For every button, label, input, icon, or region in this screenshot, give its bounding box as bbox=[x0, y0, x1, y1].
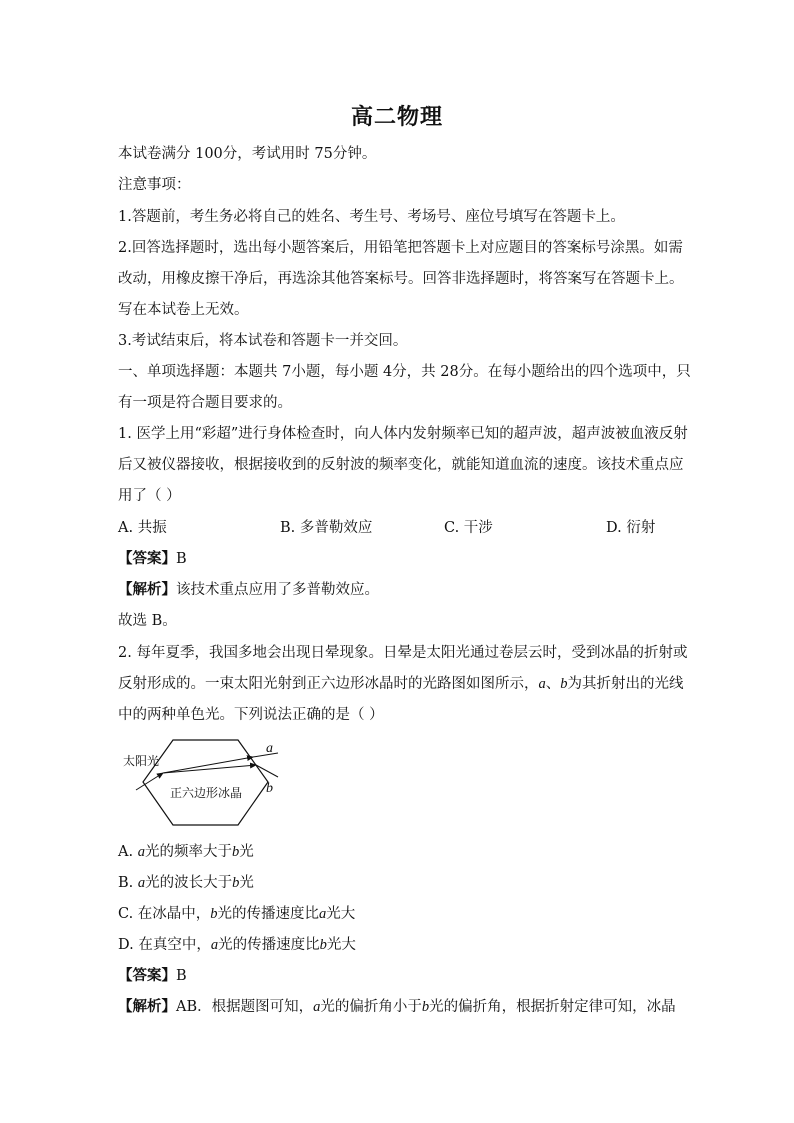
note-2-line-1: 2.回答选择题时，选出每小题答案后，用铅笔把答题卡上对应题目的答案标号涂黑。如需 bbox=[118, 240, 683, 256]
notes-heading: 注意事项： bbox=[118, 177, 191, 193]
var-a: a bbox=[538, 676, 546, 692]
option-prefix: B. bbox=[118, 875, 138, 891]
option-var-1: a bbox=[137, 844, 145, 860]
answer-label: 【答案】 bbox=[118, 967, 176, 984]
analysis-text: 该技术重点应用了多普勒效应。 bbox=[176, 582, 379, 598]
incident-ray bbox=[136, 773, 163, 790]
analysis-label: 【解析】 bbox=[118, 998, 176, 1015]
option-suffix: 光 bbox=[239, 875, 254, 891]
option-suffix: 光大 bbox=[326, 937, 356, 953]
q1-stem-line-2: 后又被仪器接收，根据接收到的反射波的频率变化，就能知道血流的速度。该技术重点应 bbox=[118, 457, 684, 473]
ray-inside-a bbox=[163, 757, 253, 773]
q2-answer bbox=[118, 966, 678, 986]
option-var-1: b bbox=[210, 906, 218, 922]
ray-b-label: b bbox=[266, 781, 273, 796]
score-line: 本试卷满分 100分，考试用时 75分钟。 bbox=[118, 146, 377, 162]
q1-stem-line-3: 用了（ ） bbox=[118, 488, 181, 504]
q2-option-a bbox=[118, 842, 678, 862]
option-var-2: b bbox=[231, 844, 240, 860]
answer-label: 【答案】 bbox=[118, 550, 176, 567]
analysis-text-3: 光的偏折角，根据折射定律可知，冰晶 bbox=[429, 999, 676, 1015]
section-heading-line-2: 有一项是符合题目要求的。 bbox=[118, 395, 292, 411]
note-2-line-2: 改动，用橡皮擦干净后，再选涂其他答案标号。回答非选择题时，将答案写在答题卡上。 bbox=[118, 271, 684, 287]
var-b: b bbox=[560, 676, 568, 692]
q2-stem-line-3: 中的两种单色光。下列说法正确的是（ ） bbox=[118, 707, 384, 723]
q1-option-b: B. 多普勒效应 bbox=[280, 520, 373, 536]
analysis-label: 【解析】 bbox=[118, 581, 176, 598]
option-var-1: a bbox=[137, 875, 146, 891]
analysis-var-1: a bbox=[313, 999, 321, 1015]
q1-stem-line-1: 1. 医学上用“彩超”进行身体检查时，向人体内发射频率已知的超声波，超声波被血液反射 bbox=[118, 426, 688, 442]
crystal-label: 正六边形冰晶 bbox=[170, 786, 243, 800]
analysis-var-2: b bbox=[421, 999, 430, 1015]
q2-stem-line-1: 2. 每年夏季，我国多地会出现日晕现象。日晕是太阳光通过卷层云时，受到冰晶的折射或 bbox=[118, 645, 688, 661]
q1-answer bbox=[118, 549, 678, 569]
q2-analysis bbox=[118, 997, 678, 1017]
hexagon-crystal bbox=[143, 740, 268, 825]
option-suffix: 光 bbox=[239, 844, 254, 860]
sunlight-label: 太阳光 bbox=[123, 754, 160, 768]
note-2-line-3: 写在本试卷上无效。 bbox=[118, 302, 249, 318]
q1-analysis bbox=[118, 580, 678, 600]
stem-text: 反射形成的。一束太阳光射到正六边形冰晶时的光路图如图所示， bbox=[118, 676, 539, 692]
ray-inside-b bbox=[163, 765, 256, 773]
option-prefix: C. 在冰晶中， bbox=[118, 906, 211, 922]
answer-value: B bbox=[176, 551, 187, 567]
page-title: 高二物理 bbox=[350, 104, 443, 130]
option-prefix: D. 在真空中， bbox=[118, 937, 211, 953]
q1-option-d: D. 衍射 bbox=[606, 520, 656, 536]
ice-crystal-diagram bbox=[118, 735, 298, 830]
ray-b-out bbox=[256, 765, 278, 777]
stem-text-end: 为其折射出的光线 bbox=[567, 676, 684, 692]
option-var-2: b bbox=[319, 937, 327, 953]
ice-crystal-figure bbox=[118, 735, 298, 830]
option-var-1: a bbox=[210, 937, 219, 953]
note-3: 3.考试结束后，将本试卷和答题卡一并交回。 bbox=[118, 333, 408, 349]
option-mid: 光的传播速度比 bbox=[217, 906, 320, 922]
section-heading-line-1: 一、单项选择题：本题共 7小题，每小题 4分，共 28分。在每小题给出的四个选项中，只 bbox=[118, 364, 691, 380]
analysis-text-1: AB．根据题图可知， bbox=[176, 999, 314, 1015]
option-mid: 光的频率大于 bbox=[144, 844, 232, 860]
option-mid: 光的波长大于 bbox=[145, 875, 233, 891]
ray-a-label: a bbox=[266, 741, 273, 756]
answer-value: B bbox=[176, 968, 187, 984]
option-var-2: b bbox=[232, 875, 240, 891]
separator: 、 bbox=[545, 676, 561, 692]
q1-option-a: A. 共振 bbox=[118, 520, 167, 536]
option-prefix: A. bbox=[118, 844, 138, 860]
analysis-text-2: 光的偏折角小于 bbox=[320, 999, 422, 1015]
q1-option-c: C. 干涉 bbox=[444, 520, 493, 536]
q2-option-d bbox=[118, 935, 678, 955]
q2-stem-line-2 bbox=[118, 674, 684, 694]
note-1: 1.答题前，考生务必将自己的姓名、考生号、考场号、座位号填写在答题卡上。 bbox=[118, 209, 625, 225]
q1-conclusion: 故选 B。 bbox=[118, 613, 177, 629]
option-var-2: a bbox=[319, 906, 327, 922]
q2-option-b bbox=[118, 873, 678, 893]
option-mid: 光的传播速度比 bbox=[218, 937, 320, 953]
option-suffix: 光大 bbox=[326, 906, 356, 922]
q2-option-c bbox=[118, 904, 678, 924]
